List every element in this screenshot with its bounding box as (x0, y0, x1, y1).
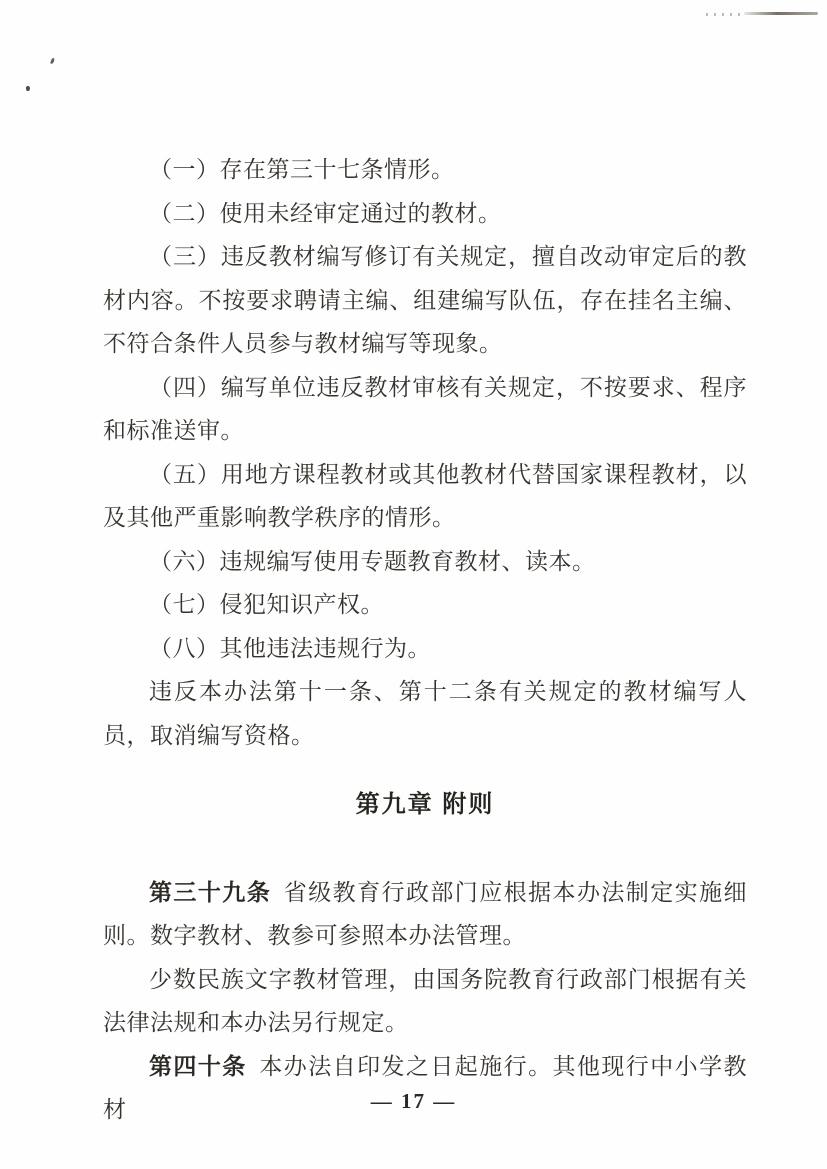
list-item-3: （三）违反教材编写修订有关规定，擅自改动审定后的教材内容。不按要求聘请主编、组建编写队伍，存在挂名主编、不符合条件人员参与教材编写等现象。 (103, 244, 747, 356)
minority-language-paragraph (103, 958, 747, 1045)
article-39-text: 省级教育行政部门应根据本办法制定实施细则。数字教材、教参可参照本办法管理。 (103, 879, 748, 948)
article-40-term: 第四十条 (149, 1053, 247, 1079)
scan-artifact-line (744, 12, 818, 15)
chapter-heading: 第九章 附则 (355, 791, 495, 818)
article-39-paragraph (103, 871, 747, 958)
list-item-2: （二）使用未经审定通过的教材。 (149, 200, 502, 226)
list-item-1: （一）存在第三十七条情形。 (149, 157, 455, 182)
list-item-5: （五）用地方课程教材或其他教材代替国家课程教材，以及其他严重影响教学秩序的情形。 (103, 461, 747, 530)
page-number: — 17 — (370, 1089, 457, 1113)
list-item-6: （六）违规编写使用专题教育教材、读本。 (149, 548, 596, 574)
scan-artifact-dots (706, 13, 740, 16)
article-40-paragraph (103, 1045, 747, 1132)
minority-language-text: 少数民族文字教材管理，由国务院教育行政部门根据有关法律法规和本办法另行规定。 (103, 966, 747, 1035)
document-body (103, 148, 747, 1132)
article-40-text: 本办法自印发之日起施行。其他现行中小学教材 (103, 1053, 748, 1122)
penalty-paragraph: 违反本办法第十一条、第十二条有关规定的教材编写人员，取消编写资格。 (103, 679, 747, 748)
list-item-7: （七）侵犯知识产权。 (149, 592, 384, 617)
article-39-term: 第三十九条 (149, 879, 272, 905)
list-item-4: （四）编写单位违反教材审核有关规定，不按要求、程序和标准送审。 (103, 374, 747, 443)
scan-speck (50, 58, 55, 65)
scan-speck (26, 86, 31, 92)
list-item-8: （八）其他违法违规行为。 (149, 635, 431, 661)
